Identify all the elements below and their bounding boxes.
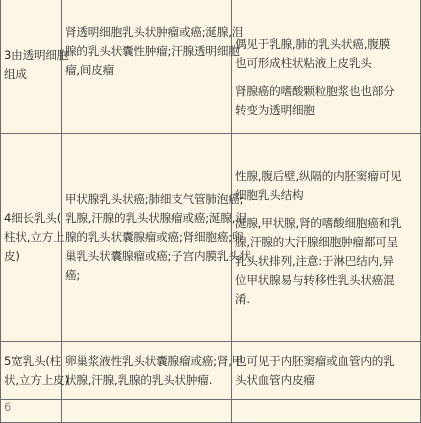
type-cell (1, 342, 69, 400)
notes-line: 也可见于内胚窦瘤或血管内的乳 (235, 353, 395, 368)
notes-line: 也可形成柱状粘液上皮乳头 (235, 56, 372, 70)
tumors-cell (62, 400, 232, 423)
type-line: 4细长乳头( (4, 211, 62, 225)
notes-line: 细胞乳头结构 (235, 187, 304, 202)
type-line: 组成 (4, 67, 27, 81)
tumors-line: 巢乳头状囊腺瘤或癌;子宫内膜乳头状 (65, 249, 252, 263)
notes-cell (232, 0, 421, 134)
tumors-line: 癌; (65, 268, 81, 282)
tumors-line: 瘤,间皮瘤 (65, 63, 115, 77)
notes-line: 转变为透明细胞 (235, 103, 315, 117)
table-row (1, 400, 421, 423)
tumors-line: 腺的乳头状囊性肿瘤;汗腺透明细胞 (65, 44, 240, 58)
notes-line: 淆. (235, 291, 250, 306)
table-row (1, 0, 421, 134)
notes-line: 涎腺,甲状腺,肾的嗜酸细胞癌和乳 (235, 215, 402, 230)
type-cell (1, 0, 69, 134)
tumors-cell (62, 342, 244, 400)
notes-cell (232, 400, 421, 423)
type-line: 3由透明细胞 (4, 48, 69, 62)
notes-line: 偶见于乳腺,肺的乳头状癌,腹膜 (235, 37, 391, 51)
tumors-line: 甲状腺乳头状癌;肺细支气管肺泡癌; (65, 192, 244, 206)
type-partial: 6 (4, 400, 12, 414)
notes-cell (232, 134, 421, 342)
type-line: 5宽乳头(柱 (4, 353, 62, 368)
type-line: 状,立方上皮) (4, 372, 69, 387)
notes-line: 位甲状腺易与转移性乳头状癌混 (235, 272, 395, 287)
tumors-line: 状腺,汗腺,乳腺的乳头状肿瘤. (65, 372, 213, 387)
type-line: 皮) (4, 249, 20, 263)
tumors-cell (62, 0, 244, 134)
notes-line: 头状血管内皮瘤 (235, 372, 315, 387)
tumors-line: 卵巢浆液性乳头状囊腺瘤或癌;肾,甲 (65, 353, 244, 368)
notes-cell (232, 342, 421, 400)
type-cell (1, 134, 65, 342)
notes-line: 乳头状排列,注意:于淋巴结内,异 (235, 253, 394, 268)
notes-line: 腺,汗腺的大汗腺细胞肿瘤都可呈 (235, 234, 398, 249)
type-cell (1, 400, 62, 423)
tumors-line: 乳腺,汗腺的乳头状腺瘤或癌;涎腺,泪 (65, 211, 247, 225)
table-row (1, 134, 421, 342)
tumors-line: 腺的乳头状囊腺瘤或癌;肾细胞癌;卵 (65, 230, 244, 244)
table-row (1, 342, 421, 400)
tumors-cell (62, 134, 252, 342)
notes-line: 性腺,腹后壁,纵隔的内胚窦瘤可见 (235, 168, 402, 183)
type-line: 柱状,立方上 (4, 230, 65, 244)
tumors-line: 肾透明细胞乳头状肿瘤或癌;涎腺,泪 (65, 25, 244, 39)
notes-line: 肾腺癌的嗜酸颗粒胞浆也也部分 (235, 84, 395, 98)
